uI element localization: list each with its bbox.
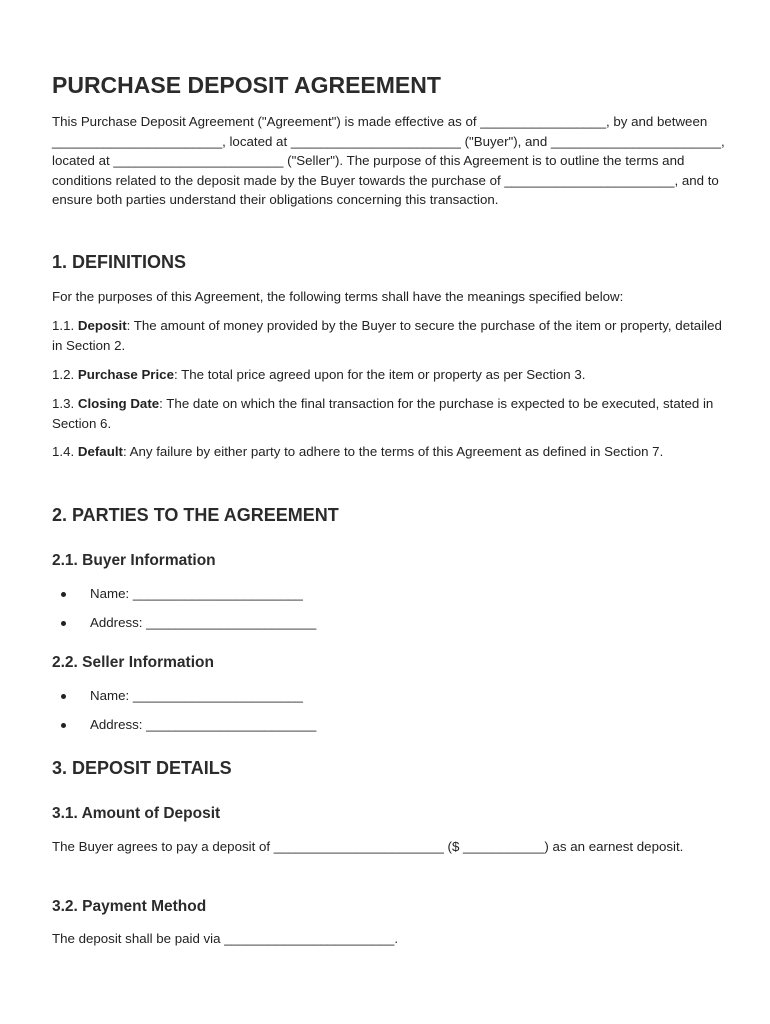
section-1-heading: 1. DEFINITIONS xyxy=(52,252,187,272)
payment-method-text: The deposit shall be paid via _______________________. xyxy=(52,931,399,946)
definition-deposit xyxy=(52,316,732,355)
definition-text: : The total price agreed upon for the item or property as per Section 3. xyxy=(173,367,586,382)
definition-text: : Any failure by either party to adhere to the terms of this Agreement as defined in Section 7. xyxy=(122,444,664,459)
payment-method-heading: 3.2. Payment Method xyxy=(52,898,207,915)
definition-purchase-price xyxy=(52,365,732,385)
seller-information-heading: 2.2. Seller Information xyxy=(52,654,214,671)
seller-name-text: Name: _______________________ xyxy=(90,688,303,703)
bullet-icon xyxy=(61,723,66,728)
definition-term: Purchase Price xyxy=(77,367,174,382)
definition-closing-date xyxy=(52,394,732,433)
buyer-name-text: Name: _______________________ xyxy=(90,586,303,601)
bullet-icon xyxy=(61,694,66,699)
section-2-heading: 2. PARTIES TO THE AGREEMENT xyxy=(52,505,339,525)
bullet-icon xyxy=(61,592,66,597)
bullet-icon xyxy=(61,621,66,626)
definition-number: 1.4. xyxy=(52,444,78,459)
definition-text: : The amount of money provided by the Buyer to secure the purchase of the item or property, detailed in Section 2. xyxy=(52,318,722,353)
definitions-lead: For the purposes of this Agreement, the following terms shall have the meanings specified below: xyxy=(52,289,624,304)
amount-of-deposit-heading: 3.1. Amount of Deposit xyxy=(52,805,221,822)
definition-term: Closing Date xyxy=(77,396,160,411)
definition-term: Deposit xyxy=(77,318,127,333)
document-title: PURCHASE DEPOSIT AGREEMENT xyxy=(52,72,441,98)
definition-default xyxy=(52,442,732,462)
buyer-address-text: Address: _______________________ xyxy=(90,615,317,630)
intro-paragraph: This Purchase Deposit Agreement ("Agreement") is made effective as of _________________, by and between _______________________, located at _______________________ ("Buyer"), and _______________________, located at _______________________ ("Seller"). The purpose of this Agreement is to outline the terms and conditions related to the deposit made by the Buyer towards the purchase of _______________________, and to ensure both parties understand their obligations concerning this transaction. xyxy=(52,114,725,208)
definition-term: Default xyxy=(77,444,123,459)
amount-of-deposit-text: The Buyer agrees to pay a deposit of _______________________ ($ ___________) as an earnest deposit. xyxy=(52,839,684,854)
definition-number: 1.2. xyxy=(52,367,78,382)
seller-address-text: Address: _______________________ xyxy=(90,717,317,732)
definition-number: 1.3. xyxy=(52,396,78,411)
definition-number: 1.1. xyxy=(52,318,78,333)
section-3-heading: 3. DEPOSIT DETAILS xyxy=(52,758,232,778)
definition-text: : The date on which the final transaction for the purchase is expected to be executed, stated in Section 6. xyxy=(52,396,714,431)
buyer-information-heading: 2.1. Buyer Information xyxy=(52,552,216,569)
